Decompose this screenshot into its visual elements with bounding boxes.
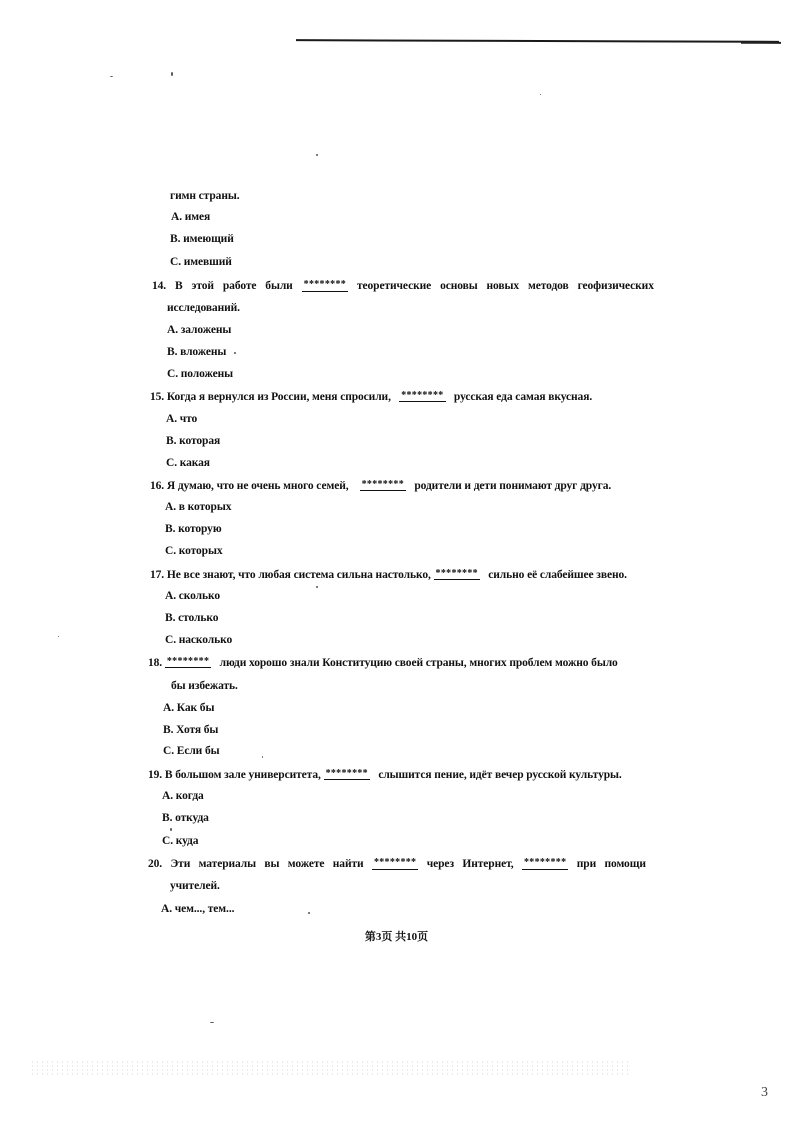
question-15-text-after: русская еда самая вкусная. [453, 391, 593, 403]
question-17-text-after: сильно её слабейшее звено. [488, 569, 627, 581]
question-18-option-b: В. Хотя бы [163, 724, 219, 736]
question-20-number: 20. [148, 858, 163, 870]
question-20-word: при [576, 858, 597, 870]
top-rule [296, 39, 779, 43]
scan-speck [316, 586, 318, 588]
question-19-option-b: В. откуда [162, 812, 209, 824]
question-17-number: 17. [150, 569, 165, 581]
question-16-text-before: Я думаю, что не очень много семей, [166, 480, 349, 492]
question-14-word: теоретические [356, 280, 432, 292]
question-14 [152, 280, 654, 292]
question-18-option-c: С. Если бы [163, 745, 220, 757]
question-14-blank: ******** [303, 279, 347, 290]
question-14-word: новых [486, 280, 520, 292]
question-20-word: можете [287, 858, 325, 870]
question-13-option-c: С. имевший [170, 256, 232, 268]
question-20 [148, 858, 646, 870]
question-16-text-after: родители и дети понимают друг друга. [414, 480, 612, 492]
scan-speck [262, 756, 263, 758]
question-14-word: были [265, 280, 293, 292]
scan-speck [171, 72, 173, 76]
question-19-text-after: слышится пение, идёт вечер русской культуры. [378, 769, 622, 781]
question-20-word: материалы [198, 858, 257, 870]
question-20-word: Эти [170, 858, 191, 870]
question-14-continuation: исследований. [167, 302, 240, 314]
scan-speck [540, 94, 541, 95]
question-13-option-a: А. имея [171, 211, 211, 223]
scan-speck [110, 76, 113, 77]
question-19-text-before: В большом зале университета, [164, 769, 321, 781]
question-19-blank: ******** [325, 768, 368, 779]
question-14-word: основы [440, 280, 478, 292]
question-16-option-a: А. в которых [165, 501, 232, 513]
question-14-option-a: А. заложены [167, 324, 232, 336]
page-footer: 第3页 共10页 [364, 931, 429, 943]
question-16-blank: ******** [361, 479, 405, 490]
question-16-option-c: С. которых [165, 545, 223, 557]
question-17-option-c: С. насколько [165, 634, 233, 646]
question-18 [148, 657, 618, 669]
question-19 [148, 769, 622, 781]
question-20-word: вы [264, 858, 280, 870]
question-17-text-before: Не все знают, что любая система сильна настолько, [166, 569, 431, 581]
question-13-option-b: В. имеющий [170, 233, 234, 245]
question-20-word: найти [332, 858, 364, 870]
question-19-option-a: А. когда [162, 790, 204, 802]
question-18-text-after: люди хорошо знали Конституцию своей страны, многих проблем можно было [219, 657, 618, 669]
question-20-blank-1: ******** [373, 857, 417, 868]
question-18-continuation: бы избежать. [171, 680, 238, 692]
question-15-text-before: Когда я вернулся из России, меня спросили, [166, 391, 391, 403]
question-17-blank: ******** [435, 568, 478, 579]
question-19-option-c: С. куда [162, 835, 199, 847]
question-20-word: Интернет, [462, 858, 514, 870]
scan-speck [58, 636, 59, 637]
question-15-number: 15. [150, 391, 165, 403]
question-20-continuation: учителей. [170, 880, 220, 892]
question-18-option-a: А. Как бы [163, 702, 215, 714]
question-18-blank: ******** [166, 656, 210, 667]
question-18-number: 18. [148, 657, 163, 669]
question-14-option-b: В. вложены [167, 346, 227, 358]
scan-speck [234, 352, 236, 354]
scan-speck [170, 828, 172, 831]
question-20-option-a: А. чем..., тем... [161, 903, 235, 915]
question-20-blank-2: ******** [523, 857, 567, 868]
question-15-option-a: А. что [166, 413, 198, 425]
question-15-blank: ******** [401, 390, 444, 401]
question-16 [150, 480, 611, 492]
question-15-option-c: С. какая [166, 457, 210, 469]
scan-speck [308, 912, 310, 914]
corner-page-number: 3 [761, 1085, 768, 1100]
question-14-number: 14. [152, 280, 167, 292]
question-16-option-b: В. которую [165, 523, 222, 535]
question-17-option-b: В. столько [165, 612, 219, 624]
question-17 [150, 569, 627, 581]
scan-speck [316, 154, 318, 156]
scan-noise [30, 1060, 630, 1076]
question-19-number: 19. [148, 769, 163, 781]
question-13-carryover: гимн страны. [170, 190, 240, 202]
question-20-word: помощи [604, 858, 646, 870]
question-17-option-a: А. сколько [165, 590, 220, 602]
question-14-word: методов [527, 280, 569, 292]
question-14-word: В [175, 280, 183, 292]
question-15 [150, 391, 592, 403]
question-20-word: через [426, 858, 454, 870]
question-14-word: геофизических [577, 280, 654, 292]
question-15-option-b: В. которая [166, 435, 221, 447]
question-14-word: работе [222, 280, 257, 292]
question-14-word: этой [191, 280, 214, 292]
question-14-option-c: С. положены [167, 368, 233, 380]
scan-speck [210, 1022, 214, 1023]
question-16-number: 16. [150, 480, 165, 492]
